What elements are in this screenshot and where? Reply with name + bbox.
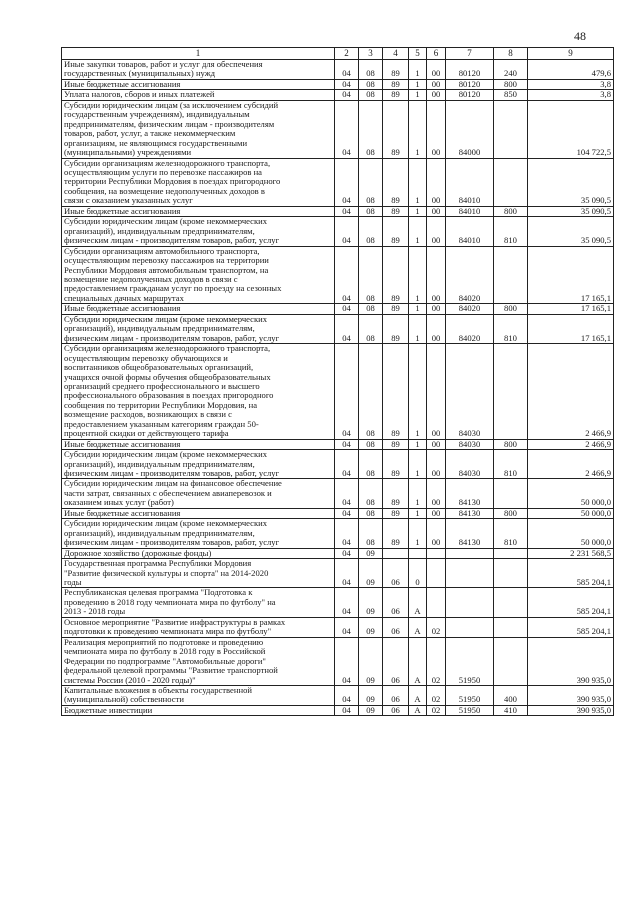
table-row: [62, 637, 614, 685]
code-subsection: 08: [359, 519, 383, 548]
row-description: Основное мероприятие "Развитие инфраструктуры в рамках подготовки к проведению чемпионата мира по футболу": [62, 617, 335, 637]
code-expense-type: [494, 637, 528, 685]
table-row: [62, 100, 614, 158]
code-section: 04: [335, 314, 359, 343]
code-subsection: 08: [359, 450, 383, 479]
code-subprogram: 1: [409, 479, 427, 508]
table-row: [62, 246, 614, 304]
code-program: 06: [383, 686, 409, 706]
table-row: [62, 439, 614, 449]
row-description: Иные бюджетные ассигнования: [62, 508, 335, 518]
code-event: [427, 559, 446, 588]
row-amount: 390 935,0: [528, 637, 614, 685]
code-direction: 84020: [446, 314, 494, 343]
code-section: 04: [335, 559, 359, 588]
code-subprogram: 1: [409, 304, 427, 314]
row-amount: 3,8: [528, 79, 614, 89]
code-subsection: 08: [359, 304, 383, 314]
row-description: Субсидии организациям железнодорожного транспорта, осуществляющим перевозку обучающихся и воспитанников общеобразовательных организаций, учащихся очной формы обучения общеобразовательных организаций среднего профессионального и высшего профессионального образования в поездах пригородного сообщения по территории Республики Мордовия, на возмещение расходов, возникающих в связи с предоставлением указанным категориям граждан 50- процентной скидки от действующего тарифа: [62, 344, 335, 440]
code-direction: 84020: [446, 246, 494, 304]
code-section: 04: [335, 588, 359, 617]
code-event: 00: [427, 246, 446, 304]
code-section: 04: [335, 206, 359, 216]
code-section: 04: [335, 158, 359, 206]
code-subprogram: А: [409, 588, 427, 617]
code-subsection: 08: [359, 439, 383, 449]
code-program: 06: [383, 637, 409, 685]
code-expense-type: [494, 479, 528, 508]
code-section: 04: [335, 304, 359, 314]
code-event: 02: [427, 686, 446, 706]
code-event: 00: [427, 439, 446, 449]
code-direction: 51950: [446, 686, 494, 706]
code-program: 06: [383, 588, 409, 617]
code-section: 04: [335, 344, 359, 440]
table-row: [62, 344, 614, 440]
code-section: 04: [335, 60, 359, 80]
code-direction: 80120: [446, 60, 494, 80]
code-expense-type: 800: [494, 439, 528, 449]
code-subsection: 09: [359, 705, 383, 715]
code-expense-type: 810: [494, 519, 528, 548]
code-direction: 80120: [446, 79, 494, 89]
code-subsection: 09: [359, 637, 383, 685]
row-description: Субсидии юридическим лицам (кроме некоммерческих организаций), индивидуальным предпринимателям, физическим лицам - производителям товаров, работ, услуг: [62, 519, 335, 548]
row-description: Субсидии юридическим лицам (за исключением субсидий государственным учреждениям), индивидуальным предпринимателям, физическим лицам - производителям товаров, работ, услуг, а также некоммерческим организациям, не являющимся государственными (муниципальными) учреждениями: [62, 100, 335, 158]
row-description: Субсидии юридическим лицам (кроме некоммерческих организаций), индивидуальным предпринимателям, физическим лицам - производителям товаров, работ, услуг: [62, 314, 335, 343]
row-amount: 2 466,9: [528, 439, 614, 449]
code-event: [427, 588, 446, 617]
row-amount: 104 722,5: [528, 100, 614, 158]
code-subsection: 08: [359, 100, 383, 158]
code-direction: 84020: [446, 304, 494, 314]
code-event: 00: [427, 90, 446, 100]
code-program: 89: [383, 508, 409, 518]
code-subprogram: 1: [409, 344, 427, 440]
code-subsection: 09: [359, 686, 383, 706]
row-amount: 585 204,1: [528, 559, 614, 588]
code-direction: 80120: [446, 90, 494, 100]
row-description: Капитальные вложения в объекты государственной (муниципальной) собственности: [62, 686, 335, 706]
table-row: [62, 705, 614, 715]
row-amount: 2 466,9: [528, 450, 614, 479]
row-amount: 50 000,0: [528, 508, 614, 518]
code-direction: 84030: [446, 344, 494, 440]
code-subprogram: А: [409, 705, 427, 715]
row-amount: 585 204,1: [528, 588, 614, 617]
row-amount: 3,8: [528, 90, 614, 100]
code-subsection: 08: [359, 90, 383, 100]
row-description: Иные бюджетные ассигнования: [62, 439, 335, 449]
header-cell: 1: [62, 48, 335, 60]
header-row: [62, 48, 614, 60]
code-event: 02: [427, 705, 446, 715]
code-direction: 51950: [446, 705, 494, 715]
code-subprogram: 1: [409, 246, 427, 304]
code-program: 89: [383, 217, 409, 246]
code-direction: 84130: [446, 479, 494, 508]
row-description: Дорожное хозяйство (дорожные фонды): [62, 548, 335, 558]
code-subsection: 08: [359, 158, 383, 206]
table-row: [62, 519, 614, 548]
table-row: [62, 206, 614, 216]
code-direction: [446, 588, 494, 617]
code-program: 89: [383, 450, 409, 479]
code-event: 00: [427, 158, 446, 206]
code-expense-type: 400: [494, 686, 528, 706]
code-event: 00: [427, 508, 446, 518]
table-row: [62, 314, 614, 343]
table-row: [62, 617, 614, 637]
code-program: 89: [383, 100, 409, 158]
code-event: 00: [427, 60, 446, 80]
row-description: Республиканская целевая программа "Подготовка к проведению в 2018 году чемпионата мира по футболу" на 2013 - 2018 годы: [62, 588, 335, 617]
code-subprogram: 1: [409, 314, 427, 343]
code-expense-type: [494, 559, 528, 588]
code-subprogram: [409, 548, 427, 558]
code-event: 00: [427, 450, 446, 479]
header-cell: 3: [359, 48, 383, 60]
row-description: Иные бюджетные ассигнования: [62, 206, 335, 216]
row-description: Иные бюджетные ассигнования: [62, 304, 335, 314]
code-subprogram: 1: [409, 519, 427, 548]
row-amount: 2 466,9: [528, 344, 614, 440]
code-subsection: 08: [359, 60, 383, 80]
code-subprogram: 1: [409, 206, 427, 216]
code-subsection: 09: [359, 588, 383, 617]
row-amount: 35 090,5: [528, 206, 614, 216]
code-direction: [446, 617, 494, 637]
code-section: 04: [335, 519, 359, 548]
code-subprogram: 1: [409, 158, 427, 206]
code-subprogram: 1: [409, 439, 427, 449]
code-expense-type: 810: [494, 314, 528, 343]
row-amount: 390 935,0: [528, 705, 614, 715]
code-program: 89: [383, 314, 409, 343]
code-event: 00: [427, 304, 446, 314]
code-expense-type: 800: [494, 508, 528, 518]
code-direction: 84030: [446, 450, 494, 479]
row-description: Субсидии организациям автомобильного транспорта, осуществляющим перевозку пассажиров на территории Республики Мордовия автомобильным транспортом, на возмещение недополученных доходов в связи с предоставлением гражданам услуг по проезду на сезонных специальных дачных маршрутах: [62, 246, 335, 304]
row-description: Субсидии юридическим лицам на финансовое обеспечение части затрат, связанных с обеспечением авиаперевозок и оказанием иных услуг (работ): [62, 479, 335, 508]
code-section: 04: [335, 439, 359, 449]
code-subsection: 08: [359, 508, 383, 518]
row-amount: 390 935,0: [528, 686, 614, 706]
code-direction: 84010: [446, 158, 494, 206]
table-row: [62, 548, 614, 558]
code-program: 89: [383, 90, 409, 100]
code-program: 89: [383, 246, 409, 304]
code-direction: [446, 559, 494, 588]
code-expense-type: 800: [494, 304, 528, 314]
code-event: 00: [427, 100, 446, 158]
code-expense-type: 240: [494, 60, 528, 80]
code-event: 00: [427, 79, 446, 89]
code-section: 04: [335, 100, 359, 158]
code-section: 04: [335, 79, 359, 89]
code-subsection: 08: [359, 246, 383, 304]
code-program: 89: [383, 344, 409, 440]
code-subprogram: 1: [409, 450, 427, 479]
code-program: 89: [383, 206, 409, 216]
code-subsection: 09: [359, 548, 383, 558]
table-row: [62, 588, 614, 617]
header-cell: 7: [446, 48, 494, 60]
code-event: [427, 548, 446, 558]
row-description: Государственная программа Республики Мордовия "Развитие физической культуры и спорта" на 2014-2020 годы: [62, 559, 335, 588]
code-program: 06: [383, 617, 409, 637]
row-amount: 585 204,1: [528, 617, 614, 637]
code-event: 00: [427, 314, 446, 343]
table-row: [62, 686, 614, 706]
code-expense-type: 800: [494, 206, 528, 216]
table-row: [62, 217, 614, 246]
code-direction: 84010: [446, 217, 494, 246]
code-subsection: 08: [359, 217, 383, 246]
code-direction: 84130: [446, 519, 494, 548]
row-amount: 479,6: [528, 60, 614, 80]
row-description: Реализация мероприятий по подготовке и проведению чемпионата мира по футболу в 2018 году в Российской Федерации по подпрограмме "Автомобильные дороги" федеральной целевой программы "Развитие транспортной системы России (2010 - 2020 годы)": [62, 637, 335, 685]
code-subsection: 08: [359, 344, 383, 440]
code-subprogram: 1: [409, 217, 427, 246]
code-event: 02: [427, 637, 446, 685]
code-subsection: 08: [359, 314, 383, 343]
code-subprogram: 1: [409, 90, 427, 100]
row-description: Бюджетные инвестиции: [62, 705, 335, 715]
header-cell: 8: [494, 48, 528, 60]
row-description: Субсидии юридическим лицам (кроме некоммерческих организаций), индивидуальным предпринимателям, физическим лицам - производителям товаров, работ, услуг: [62, 450, 335, 479]
header-cell: 9: [528, 48, 614, 60]
row-amount: 50 000,0: [528, 479, 614, 508]
code-event: 00: [427, 344, 446, 440]
code-subsection: 08: [359, 479, 383, 508]
table-row: [62, 508, 614, 518]
code-direction: 84130: [446, 508, 494, 518]
code-expense-type: 810: [494, 217, 528, 246]
code-subsection: 09: [359, 559, 383, 588]
code-program: 89: [383, 304, 409, 314]
row-description: Иные закупки товаров, работ и услуг для обеспечения государственных (муниципальных) нужд: [62, 60, 335, 80]
code-section: 04: [335, 479, 359, 508]
code-event: 00: [427, 479, 446, 508]
row-description: Иные бюджетные ассигнования: [62, 79, 335, 89]
code-program: 89: [383, 60, 409, 80]
table-row: [62, 559, 614, 588]
code-program: 89: [383, 439, 409, 449]
code-subprogram: 1: [409, 508, 427, 518]
code-section: 04: [335, 548, 359, 558]
code-program: 89: [383, 479, 409, 508]
row-description: Субсидии организациям железнодорожного транспорта, осуществляющим услуги по перевозке пассажиров на территории Республики Мордовия в поездах пригородного сообщения, на возмещение недополученных доходов в связи с оказанием указанных услуг: [62, 158, 335, 206]
row-amount: 17 165,1: [528, 304, 614, 314]
table-row: [62, 90, 614, 100]
code-direction: 84010: [446, 206, 494, 216]
row-amount: 17 165,1: [528, 246, 614, 304]
code-section: 04: [335, 637, 359, 685]
table-row: [62, 450, 614, 479]
code-event: 00: [427, 519, 446, 548]
row-amount: 35 090,5: [528, 217, 614, 246]
code-event: 00: [427, 217, 446, 246]
code-direction: 84000: [446, 100, 494, 158]
table-row: [62, 79, 614, 89]
header-cell: 6: [427, 48, 446, 60]
code-section: 04: [335, 508, 359, 518]
code-subprogram: 1: [409, 100, 427, 158]
code-expense-type: [494, 246, 528, 304]
code-expense-type: 850: [494, 90, 528, 100]
row-amount: 17 165,1: [528, 314, 614, 343]
code-section: 04: [335, 246, 359, 304]
code-expense-type: [494, 100, 528, 158]
page-number: 48: [574, 29, 586, 43]
header-cell: 5: [409, 48, 427, 60]
header-cell: 4: [383, 48, 409, 60]
code-direction: [446, 548, 494, 558]
row-description: Субсидии юридическим лицам (кроме некоммерческих организаций), индивидуальным предпринимателям, физическим лицам - производителям товаров, работ, услуг: [62, 217, 335, 246]
table-row: [62, 304, 614, 314]
code-subprogram: А: [409, 686, 427, 706]
code-program: 06: [383, 559, 409, 588]
code-program: 06: [383, 705, 409, 715]
code-section: 04: [335, 705, 359, 715]
row-description: Уплата налогов, сборов и иных платежей: [62, 90, 335, 100]
code-subsection: 09: [359, 617, 383, 637]
code-expense-type: [494, 588, 528, 617]
table-row: [62, 158, 614, 206]
code-section: 04: [335, 450, 359, 479]
code-program: 89: [383, 79, 409, 89]
code-event: 00: [427, 206, 446, 216]
code-subsection: 08: [359, 79, 383, 89]
code-direction: 84030: [446, 439, 494, 449]
code-program: 89: [383, 519, 409, 548]
code-program: 89: [383, 158, 409, 206]
code-section: 04: [335, 217, 359, 246]
code-subprogram: 0: [409, 559, 427, 588]
budget-table: [61, 47, 614, 716]
code-expense-type: [494, 158, 528, 206]
row-amount: 2 231 568,5: [528, 548, 614, 558]
code-direction: 51950: [446, 637, 494, 685]
code-expense-type: [494, 344, 528, 440]
code-section: 04: [335, 686, 359, 706]
row-amount: 35 090,5: [528, 158, 614, 206]
code-subprogram: 1: [409, 60, 427, 80]
code-subsection: 08: [359, 206, 383, 216]
row-amount: 50 000,0: [528, 519, 614, 548]
header-cell: 2: [335, 48, 359, 60]
code-expense-type: 410: [494, 705, 528, 715]
code-expense-type: 810: [494, 450, 528, 479]
code-expense-type: [494, 548, 528, 558]
table-row: [62, 60, 614, 80]
code-section: 04: [335, 90, 359, 100]
code-section: 04: [335, 617, 359, 637]
code-subprogram: А: [409, 637, 427, 685]
table-row: [62, 479, 614, 508]
code-expense-type: [494, 617, 528, 637]
code-event: 02: [427, 617, 446, 637]
code-program: [383, 548, 409, 558]
code-subprogram: 1: [409, 79, 427, 89]
code-subprogram: А: [409, 617, 427, 637]
code-expense-type: 800: [494, 79, 528, 89]
